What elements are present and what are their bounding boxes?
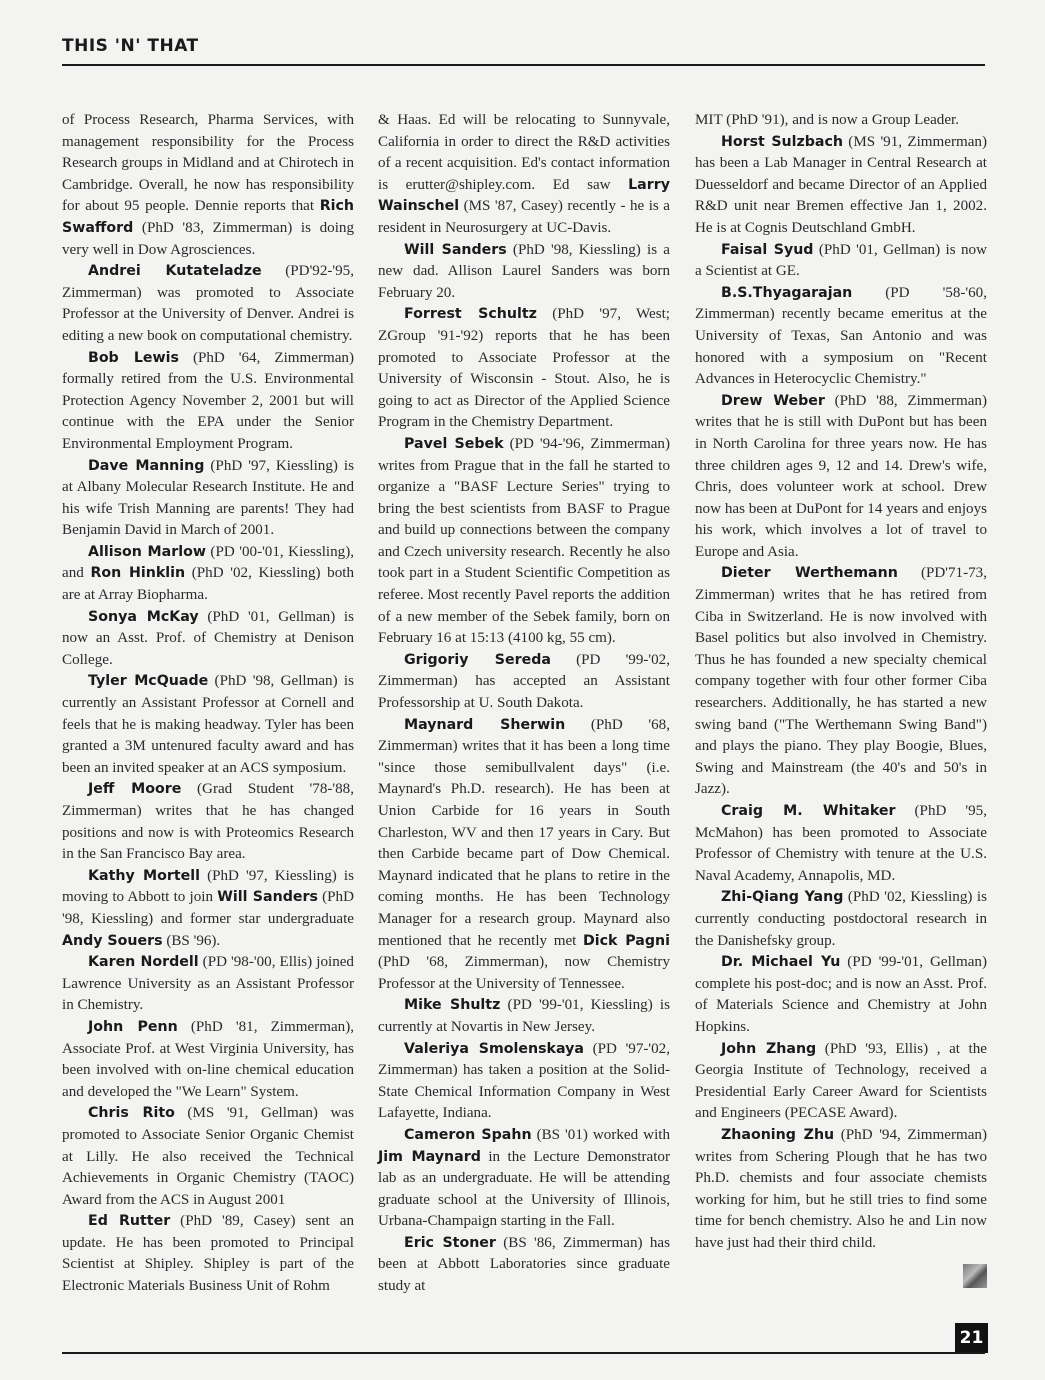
- item-text: (PD '00-'01, Kiessling), and: [62, 543, 354, 582]
- news-item: [62, 110, 354, 261]
- item-text: (BS '86, Zimmerman) has been at Abbott Laboratories since graduate study at: [378, 1234, 671, 1295]
- item-text: (MS '91, Zimmerman) has been a Lab Manager in Central Research at Duesseldorf and became Director of an Applied R&D unit near Bremen effective Jan 1, 2002. He is at Cognis Deutschland GmbH.: [695, 133, 987, 236]
- person-name: Mike Shultz: [404, 997, 501, 1014]
- news-item: [695, 801, 987, 887]
- person-name: Cameron Spahn: [404, 1126, 532, 1143]
- item-text: (PhD '94, Zimmerman) writes from Schering Plough that he has two Ph.D. chemists and four associate chemists working for him, but he still tries to find some time for bench chemistry. Also he and Lin now have just had their third child.: [695, 1126, 987, 1251]
- person-name: Ed Rutter: [88, 1213, 171, 1230]
- item-text: (PhD '97, Kiessling) is at Albany Molecular Research Institute. He and his wife Trish Manning are parents! They had Benjamin David in March of 2001.: [62, 457, 354, 539]
- person-name: John Penn: [88, 1018, 178, 1035]
- news-item: [62, 261, 354, 347]
- news-item: [378, 110, 670, 240]
- item-text: (PD '58-'60, Zimmerman) recently became emeritus at the University of Texas, San Antonio and was honored with a symposium on "Recent Advances in Heterocyclic Chemistry.": [695, 284, 987, 388]
- person-name: Rich Swafford: [62, 198, 354, 236]
- header-rule: [62, 64, 985, 66]
- person-name: B.S.Thyagarajan: [721, 284, 853, 301]
- item-text: (PhD '93, Ellis) , at the Georgia Institute of Technology, received a Presidential Early Career Award for Scientists and Engineers (PECASE Award).: [695, 1040, 987, 1122]
- news-item: [695, 952, 987, 1038]
- person-name: Bob Lewis: [88, 349, 179, 366]
- item-text: (PhD '88, Zimmerman) writes that he is still with DuPont but has been in North Carolina for three years now. He has three children ages 9, 12 and 14. Drew's wife, Chris, does volunteer work at school. Drew now has been at DuPont for 14 years and enjoys his work, which involves a lot of travel to Europe and Asia.: [695, 392, 987, 560]
- item-text: (PhD '01, Gellman) is now an Asst. Prof. of Chemistry at Denison College.: [62, 608, 354, 668]
- person-name: John Zhang: [721, 1040, 817, 1057]
- news-item: [378, 1039, 670, 1125]
- item-text: (PhD '01, Gellman) is now a Scientist at GE.: [695, 241, 987, 280]
- person-name: Allison Marlow: [88, 543, 206, 560]
- item-text: (PhD '81, Zimmerman), Associate Prof. at West Virginia University, has been involved with on-line chemical education and developed the "We Learn" System.: [62, 1018, 354, 1100]
- news-item: [378, 1233, 670, 1298]
- news-item: [378, 995, 670, 1038]
- news-item: [695, 283, 987, 391]
- news-item: [695, 110, 987, 132]
- news-item: [378, 240, 670, 305]
- news-item: [62, 348, 354, 456]
- item-text: (PD '94-'96, Zimmerman) writes from Prague that in the fall he started to organize a "BASF Lecture Series" trying to bring the best scientists from BASF to Prague and build up connections between the company and Czech university research. Recently he also took part in a Student Scientific Competition as referee. Most recently Pavel reports the addition of a new member of the Sebek family, born on February 16 at 15:13 (4100 kg, 55 cm).: [378, 435, 670, 647]
- news-item: [378, 434, 670, 650]
- item-text: (PhD '97, West; ZGroup '91-'92) reports that he has been promoted to Associate Professor at the University of Wisconsin - Stout. Also, he is going to act as Director of the Applied Science Program in the Chemistry Department.: [378, 306, 670, 431]
- news-item: [62, 456, 354, 542]
- news-item: [695, 1125, 987, 1255]
- item-text: (PD '97-'02, Zimmerman) has taken a position at the Solid-State Chemical Information Company in West Lafayette, Indiana.: [378, 1040, 670, 1122]
- person-name: Dr. Michael Yu: [721, 954, 841, 971]
- item-text: (MS '87, Casey) recently - he is a resident in Neurosurgery at UC-Davis.: [378, 198, 670, 236]
- item-text: (BS '01) worked with: [531, 1126, 670, 1143]
- news-item: [62, 542, 354, 607]
- item-text: (MS '91, Gellman) was promoted to Associate Senior Organic Chemist at Lilly. He also received the Technical Achievements in Organic Chemistry (TAOC) Award from the ACS in August 2001: [62, 1105, 354, 1208]
- item-text: (PhD '95, McMahon) has been promoted to Associate Professor of Chemistry with tenure at the U.S. Naval Academy, Annapolis, MD.: [695, 803, 987, 884]
- person-name: Dieter Werthemann: [721, 565, 898, 582]
- decorative-ornament-icon: [963, 1264, 987, 1288]
- person-name: Zhaoning Zhu: [721, 1126, 835, 1143]
- news-item: [378, 715, 670, 996]
- page-header-title: THIS 'N' THAT: [62, 36, 199, 56]
- person-name: Larry Wainschel: [378, 176, 670, 215]
- person-name: Dick Pagni: [583, 932, 670, 949]
- column-3: [695, 110, 987, 1254]
- item-text: (BS '96).: [162, 932, 221, 949]
- person-name: Ron Hinklin: [90, 565, 186, 582]
- person-name: Horst Sulzbach: [721, 133, 843, 150]
- news-item: [695, 887, 987, 952]
- news-item: [62, 779, 354, 865]
- news-item: [62, 1211, 354, 1297]
- person-name: Kathy Mortell: [88, 867, 200, 884]
- person-name: Zhi-Qiang Yang: [721, 889, 844, 906]
- news-item: [378, 1125, 670, 1233]
- person-name: Craig M. Whitaker: [721, 803, 896, 819]
- news-item: [378, 650, 670, 715]
- item-text: (PhD '98, Kiessling) and former star undergraduate: [62, 889, 354, 927]
- item-text: (PhD '97, Kiessling) is moving to Abbott to join: [62, 867, 354, 906]
- person-name: Karen Nordell: [88, 954, 199, 971]
- item-text: (PhD '83, Zimmerman) is doing very well in Dow Agrosciences.: [62, 219, 354, 258]
- news-item: [62, 1103, 354, 1211]
- item-text: (Grad Student '78-'88, Zimmerman) writes that he has changed positions and now is with Proteomics Research in the San Francisco Bay area.: [62, 781, 354, 863]
- person-name: Eric Stoner: [404, 1234, 496, 1251]
- footer-rule: [62, 1352, 985, 1354]
- item-text: (PhD '68, Zimmerman) writes that it has been a long time "since those semibullvalent days" (i.e. Maynard's Ph.D. research). He has been at Union Carbide for 16 years in South Charleston, WV and then 17 years in Cary. But then Carbide became part of Dow Chemical. Maynard indicated that he plans to retire in the coming months. He has been Technology Manager for a research group. Maynard also mentioned that he recently met: [378, 716, 670, 949]
- page-number: 21: [955, 1323, 988, 1353]
- person-name: Tyler McQuade: [88, 673, 209, 690]
- person-name: Maynard Sherwin: [404, 716, 566, 733]
- person-name: Faisal Syud: [721, 241, 814, 258]
- person-name: Chris Rito: [88, 1105, 175, 1122]
- news-item: [695, 391, 987, 564]
- item-text: (PD'92-'95, Zimmerman) was promoted to Associate Professor at the University of Denver. Andrei is editing a new book on computational chemistry.: [62, 263, 354, 344]
- person-name: Valeriya Smolenskaya: [404, 1040, 584, 1057]
- person-name: Forrest Schultz: [404, 306, 537, 323]
- item-text: in the Lecture Demonstrator lab as an undergraduate. He will be attending graduate school at the University of Illinois, Urbana-Champaign starting in the Fall.: [378, 1148, 670, 1230]
- item-text: (PhD '98, Gellman) is currently an Assistant Professor at Cornell and feels that he is making headway. Tyler has been granted a 3M untenured faculty award and has been an invited speaker at an ACS symposium.: [62, 673, 354, 776]
- item-text: of Process Research, Pharma Services, with management responsibility for the Process Research groups in Midland and at Chirotech in Cambridge. Overall, he now has responsibility for about 95 people. Dennie reports that: [62, 112, 354, 215]
- item-text: (PhD '68, Zimmerman), now Chemistry Professor at the University of Tennessee.: [378, 954, 670, 992]
- item-text: (PhD '02, Kiessling) both are at Array Biopharma.: [62, 565, 355, 604]
- news-item: [62, 952, 354, 1017]
- person-name: Will Sanders: [404, 241, 507, 258]
- column-2: [378, 110, 670, 1298]
- item-text: (PD '99-'01, Gellman) complete his post-doc; and is now an Asst. Prof. of Materials Science and Chemistry at John Hopkins.: [695, 954, 987, 1035]
- item-text: (PhD '89, Casey) sent an update. He has been promoted to Principal Scientist at Shipley. Shipley is part of the Electronic Materials Business Unit of Rohm: [62, 1213, 355, 1295]
- person-name: Sonya McKay: [88, 608, 199, 625]
- person-name: Will Sanders: [217, 889, 318, 906]
- news-item: [695, 1039, 987, 1125]
- news-item: [62, 866, 354, 952]
- item-text: & Haas. Ed will be relocating to Sunnyvale, California in order to direct the R&D activities of a recent acquisition. Ed's contact information is erutter@shipley.com. Ed saw: [378, 112, 670, 193]
- news-item: [62, 607, 354, 672]
- person-name: Dave Manning: [88, 457, 205, 474]
- person-name: Jeff Moore: [88, 781, 182, 798]
- news-item: [695, 132, 987, 240]
- person-name: Grigoriy Sereda: [404, 651, 551, 668]
- item-text: (PD'71-73, Zimmerman) writes that he has retired from Ciba in Switzerland. He is now involved with Basel politics but also involved in Chemistry. Thus he has founded a new specialty chemical company together with four other former Ciba researchers. Additionally, he has started a new swing band ("The Werthemann Swing Band") and plays the piano. They play Boogie, Blues, Swing and Mainstream (the 40's and 50's in Jazz).: [695, 565, 987, 798]
- person-name: Andy Souers: [62, 932, 163, 949]
- news-item: [695, 563, 987, 801]
- person-name: Andrei Kutateladze: [88, 263, 262, 280]
- item-text: (PhD '02, Kiessling) is currently conducting postdoctoral research in the Danishefsky group.: [695, 889, 987, 949]
- news-item: [695, 240, 987, 283]
- person-name: Jim Maynard: [378, 1148, 481, 1165]
- person-name: Drew Weber: [721, 392, 825, 409]
- person-name: Pavel Sebek: [404, 435, 504, 452]
- item-text: (PD '98-'00, Ellis) joined Lawrence University as an Assistant Professor in Chemistry.: [62, 954, 354, 1014]
- item-text: (PhD '64, Zimmerman) formally retired from the U.S. Environmental Protection Agency November 2, 2001 but will continue with the EPA under the Senior Environmental Employment Program.: [62, 349, 354, 452]
- item-text: (PD '99-'02, Zimmerman) has accepted an Assistant Professorship at U. South Dakota.: [378, 651, 670, 712]
- news-item: [62, 1017, 354, 1103]
- news-item: [62, 671, 354, 779]
- news-item: [378, 304, 670, 434]
- item-text: MIT (PhD '91), and is now a Group Leader.: [695, 112, 960, 128]
- item-text: (PhD '98, Kiessling) is a new dad. Allison Laurel Sanders was born February 20.: [378, 241, 670, 301]
- item-text: (PD '99-'01, Kiessling) is currently at Novartis in New Jersey.: [378, 997, 670, 1035]
- column-1: [62, 110, 354, 1298]
